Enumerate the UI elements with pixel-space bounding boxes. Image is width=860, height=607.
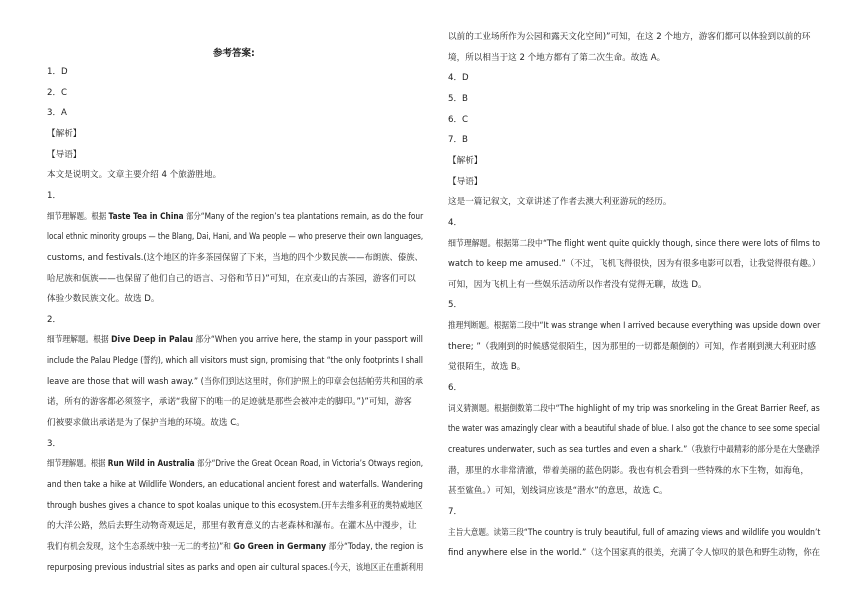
section-heading-ref: Taste Tea in China <box>108 211 184 222</box>
right-text-line: 境，所以相当于这 2 个地方都有了第二次生命。故选 A。 <box>448 52 666 63</box>
left-text-line: 【解析】 <box>47 128 82 139</box>
left-text-line: 本文是说明文。文章主要介绍 4 个旅游胜地。 <box>47 170 222 181</box>
left-text-line <box>47 541 423 553</box>
left-text-line <box>47 211 423 223</box>
right-text-line: 5．B <box>448 93 468 104</box>
line-prefix: 细节理解题。根据 <box>47 335 112 346</box>
left-text-line: customs, and festivals.(这个地区的许多茶园保留了下来，当地的四个少数民族——布朗族、傣族、 <box>47 252 423 263</box>
right-text-line: 可知，因为飞机上有一些娱乐活动所以作者没有觉得无聊，故选 D。 <box>448 279 707 290</box>
left-text-line: 们被要求做出承诺是为了保护当地的环境。故选 C。 <box>47 418 245 429</box>
left-text-line: 诺，所有的游客都必须签字，承诺“我留下的唯一的足迹就是那些会被冲走的脚印。”)”可知，游客 <box>47 397 412 408</box>
left-text-line: 的大洋公路，然后去野生动物奇观远足，那里有教育意义的古老森林和瀑布。在灌木丛中漫步，让 <box>47 521 417 532</box>
right-text-line: 4． <box>448 217 463 228</box>
right-text-line: 7． <box>448 506 463 517</box>
right-text-line: watch to keep me amused.”（不过，飞机飞得很快，因为有很多电影可以看，让我觉得很有趣。） <box>448 259 821 270</box>
right-text-line: 主旨大意题。读第三段“The country is truly beautiful, full of amazing views and wildlife you wouldn’t <box>448 527 821 538</box>
right-text-line: 这是一篇记叙文，文章讲述了作者去澳大利亚游玩的经历。 <box>448 197 672 208</box>
left-text-line: 2． <box>47 314 62 325</box>
left-text-line: 1． <box>47 190 62 201</box>
section-heading-ref: Go Green in Germany <box>233 541 327 552</box>
line-suffix: 部分“When you arrive here, the stamp in your passport will <box>193 335 423 346</box>
left-text-line: 体验少数民族文化。故选 D。 <box>47 294 160 305</box>
right-text-line: 词义猜测题。根据倒数第二段中“The highlight of my trip was snorkeling in the Great Barrier Reef, as <box>448 403 820 414</box>
right-text-line: 6． <box>448 383 463 394</box>
right-text-line: 4．D <box>448 73 469 84</box>
left-text-line: 2．C <box>47 87 68 98</box>
line-suffix: 部分“Drive the Great Ocean Road, in Victoria’s Otways region, <box>194 459 424 470</box>
left-text-line: leave are those that will wash away.” (当你们到达这里时，你们护照上的印章会包括帕劳共和国的承 <box>47 376 424 387</box>
line-prefix: 细节理解题。根据 <box>47 459 108 470</box>
left-text-line <box>47 458 423 470</box>
left-text-line: repurposing previous industrial sites as parks and open air cultural spaces.(今天，该地区正在重新利用 <box>47 562 424 573</box>
right-text-line: there; ”（我刚到的时候感觉很陌生，因为那里的一切都是颠倒的）可知，作者刚到澳大利亚时感 <box>448 341 816 352</box>
right-text-line: 潜，那里的水非常清澈，带着美丽的蓝色阴影。我也有机会看到一些特殊的水下生物，如海龟， <box>448 465 809 476</box>
left-text-line: local ethnic minority groups — the Blang, Dai, Hani, and Wa people — who preserve their own languages, <box>47 232 424 243</box>
right-text-line: the water was amazingly clear with a beautiful shade of blue. I also got the chance to see some special <box>448 424 820 435</box>
line-prefix: 细节理解题。根据 <box>47 211 109 222</box>
right-text-line: 觉很陌生，故选 B。 <box>448 362 526 373</box>
left-text-line: 3． <box>47 438 62 449</box>
line-suffix: 部分“Today, the region is <box>326 541 424 552</box>
left-text-line: 1．D <box>47 67 68 77</box>
right-text-line: 5． <box>448 300 463 311</box>
answer-title: 参考答案: <box>213 48 255 59</box>
right-text-line: 推理判断题。根据第二段中“It was strange when I arrived because everything was upside down over <box>448 321 821 332</box>
right-text-line: 7．B <box>448 135 468 146</box>
left-text-line: through bushes gives a chance to spot koalas unique to this ecosystem.(开车去维多利亚的奥特威地区 <box>47 500 423 511</box>
line-prefix: 我们有机会发现，这个生态系统中独一无二的考拉)”和 <box>47 541 234 552</box>
section-heading-ref: Dive Deep in Palau <box>111 335 194 346</box>
left-text-line: and then take a hike at Wildlife Wonders, an educational ancient forest and waterfalls. Wandering <box>47 480 423 490</box>
left-text-line: include the Palau Pledge (誓约), which all visitors must sign, promising that “the only footprints I shall <box>47 356 423 367</box>
right-text-line: creatures underwater, such as sea turtles and even a shark.”（我旅行中最精彩的部分是在大堡礁浮 <box>448 445 820 455</box>
left-text-line: 哈尼族和佤族——也保留了他们自己的语言、习俗和节日)”可知，在京麦山的古茶园，游客们可以 <box>47 273 416 284</box>
right-text-line: 【导语】 <box>448 176 483 187</box>
right-text-line: 以前的工业场所作为公园和露天文化空间)”可知，在这 2 个地方，游客们都可以体验到以前的环 <box>448 32 811 42</box>
left-text-line: 【导语】 <box>47 149 82 160</box>
right-text-line: 甚至鲨鱼。）可知，划线词应该是“潜水”的意思，故选 C。 <box>448 486 668 497</box>
left-text-line: 3．A <box>47 108 67 119</box>
right-text-line: find anywhere else in the world.”（这个国家真的很美，充满了令人惊叹的景色和野生动物，你在 <box>448 548 821 559</box>
right-text-line: 【解析】 <box>448 155 483 166</box>
right-text-line: 6．C <box>448 114 469 125</box>
left-text-line <box>47 334 423 346</box>
right-text-line: 细节理解题。根据第二段中“The flight went quite quickly though, since there were lots of films to <box>448 238 821 249</box>
section-heading-ref: Run Wild in Australia <box>107 459 195 470</box>
line-suffix: 部分“Many of the region’s tea plantations remain, as do the four <box>183 211 424 222</box>
